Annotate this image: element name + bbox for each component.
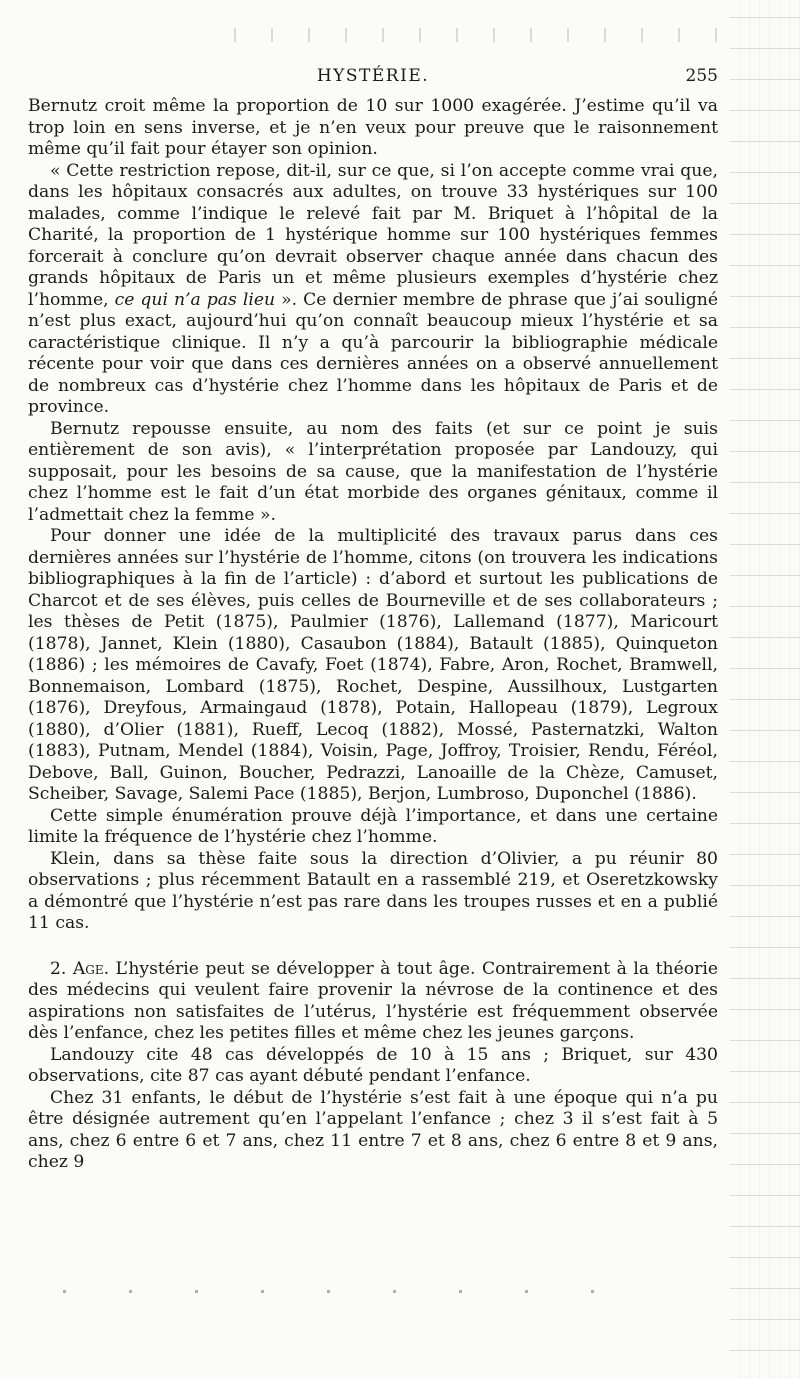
paragraph: Bernutz repousse ensuite, au nom des faits (et sur ce point je suis entièrement de son avis), « l’interprétation proposée par Landouzy, qui supposait, pour les besoins de sa cause, que la manifestation de l’hystérie chez l’homme est le fait d’un état morbide des organes génitaux, comme il l’admettait chez la femme ». [28, 418, 718, 525]
paragraph: Landouzy cite 48 cas développés de 10 à 15 ans ; Briquet, sur 430 observations, cite 87 cas ayant débuté pendant l’enfance. [28, 1044, 718, 1086]
paragraph-text: L’hystérie peut se développer à tout âge. Contrairement à la théorie des médecins qui veulent faire provenir la névrose de la continence et des aspirations non satisfaites de l’utérus, l’hystérie est fréquemment observée dès l’enfance, chez les petites filles et même chez les jeunes garçons. [28, 958, 718, 1043]
paragraph: Pour donner une idée de la multiplicité des travaux parus dans ces dernières années sur l’hystérie de l’homme, citons (on trouvera les indications bibliographiques à la fin de l’article) : d’abord et surtout les publications de Charcot et de ses élèves, puis celles de Bourneville et de ses collaborateurs ; les thèses de Petit (1875), Paulmier (1876), Lallemand (1877), Maricourt (1878), Jannet, Klein (1880), Casaubon (1884), Batault (1885), Quinqueton (1886) ; les mémoires de Cavafy, Foet (1874), Fabre, Aron, Rochet, Bramwell, Bonnemaison, Lombard (1875), Rochet, Despine, Aussilhoux, Lustgarten (1876), Dreyfous, Armaingaud (1878), Potain, Hallopeau (1879), Legroux (1880), d’Olier (1881), Rueff, Lecoq (1882), Mossé, Pasternatzki, Walton (1883), Putnam, Mendel (1884), Voisin, Page, Joffroy, Troisier, Rendu, Féréol, Debove, Ball, Guinon, Boucher, Pedrazzi, Lanoaille de la Chèze, Camuset, Scheiber, Savage, Salemi Pace (1885), Berjon, Lumbroso, Duponchel (1886). [28, 526, 718, 804]
paragraph-text: ». Ce dernier membre de phrase que j’ai souligné n’est plus exact, aujourd’hui qu’on connaît beaucoup mieux l’hystérie et sa caractéristique clinique. Il n’y a qu’à parcourir la bibliographie médicale récente pour voir que dans ces dernières années on a observé annuellement de nombreux cas d’hystérie chez l’homme dans les hôpitaux de Paris et de province. [28, 289, 718, 417]
scan-artifact-bottom [35, 1290, 655, 1293]
paragraph [28, 161, 718, 419]
paragraph: Klein, dans sa thèse faite sous la direction d’Olivier, a pu réunir 80 observations ; plus récemment Batault en a rassemblé 219, et Oseretzkowsky a démontré que l’hystérie n’est pas rare dans les troupes russes et en a publié 11 cas. [28, 848, 718, 933]
page-header [28, 66, 718, 94]
body-text [28, 96, 718, 1174]
section-heading: 2. Age. [50, 958, 110, 979]
paragraph: Cette simple énumération prouve déjà l’importance, et dans une certaine limite la fréquence de l’hystérie chez l’homme. [28, 805, 718, 847]
paragraph: Bernutz croit même la proportion de 10 sur 1000 exagérée. J’estime qu’il va trop loin en sens inverse, et je n’en veux pour preuve que le raisonnement même qu’il fait pour étayer son opinion. [28, 96, 718, 159]
paragraph: Chez 31 enfants, le début de l’hystérie s’est fait à une époque qui n’a pu être désignée autrement qu’en l’appelant l’enfance ; chez 3 il s’est fait à 5 ans, chez 6 entre 6 et 7 ans, chez 11 entre 7 et 8 ans, chez 6 entre 8 et 9 ans, chez 9 [28, 1087, 718, 1172]
running-title: HYSTÉRIE. [316, 66, 430, 86]
scan-artifact-top [220, 28, 720, 42]
paragraph-text: « Cette restriction repose, dit-il, sur ce que, si l’on accepte comme vrai que, dans les hôpitaux consacrés aux adultes, on trouve 33 hystériques sur 100 malades, comme l’indique le relevé fait par M. Briquet à l’hôpital de la Charité, la proportion de 1 hystérique homme sur 100 hystériques femmes forcerait à conclure qu’on devrait observer chaque année dans chacun des grands hôpitaux de Paris un et même plusieurs exemples d’hystérie chez l’homme, [28, 160, 718, 310]
page-number: 255 [685, 66, 718, 86]
underlined-phrase: ce qui n’a pas lieu [114, 289, 276, 310]
scan-artifact-margin [730, 0, 800, 1379]
section-paragraph [28, 959, 718, 1045]
